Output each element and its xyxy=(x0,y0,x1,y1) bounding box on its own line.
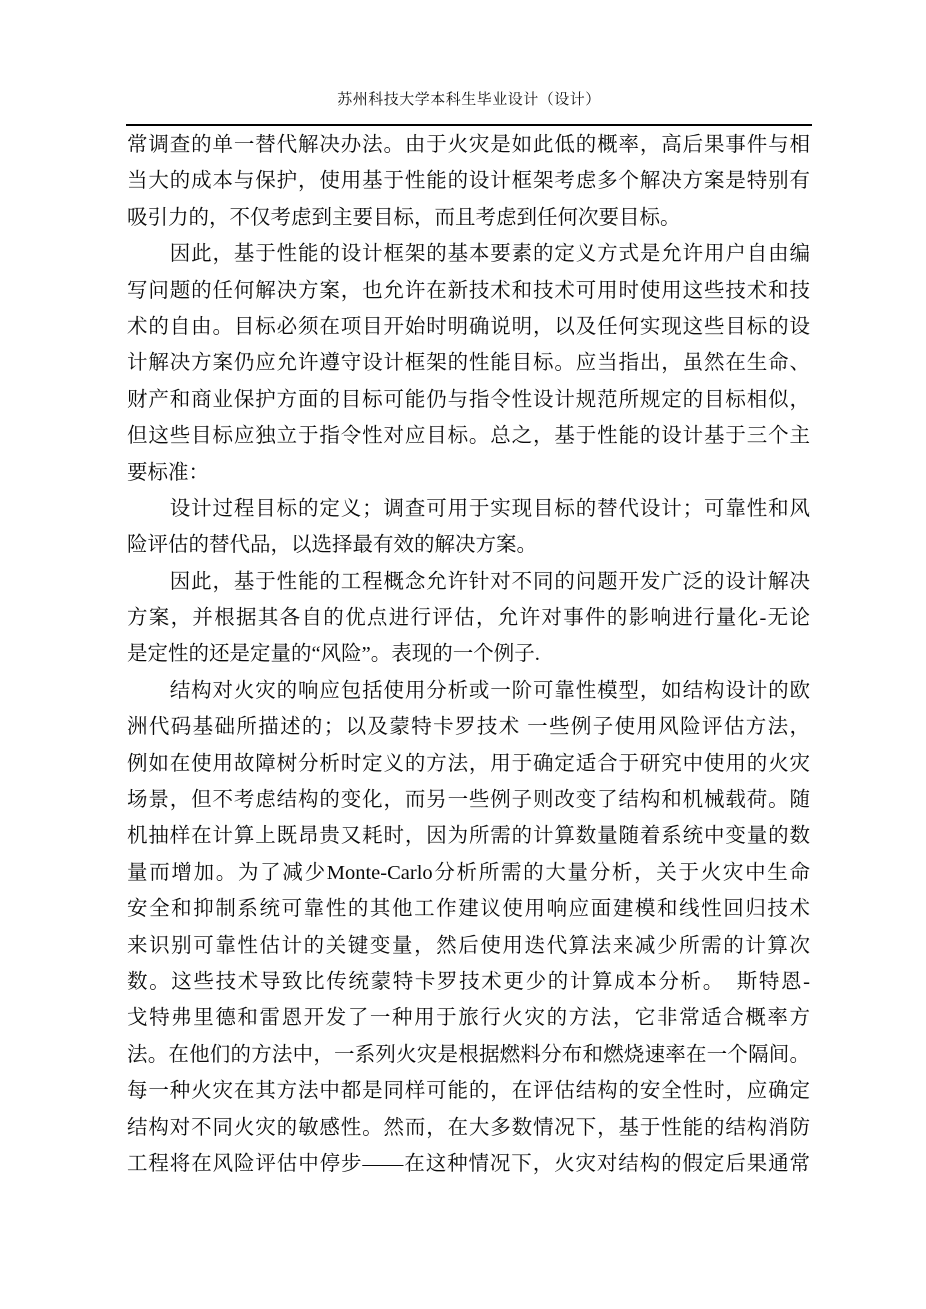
text-line: 是定性的还是定量的“风险”。表现的一个例子. xyxy=(127,643,540,666)
page-header-title: 苏州科技大学本科生毕业设计（设计） xyxy=(337,92,601,108)
text-line: 因此，基于性能的设计框架的基本要素的定义方式是允许用户自由编 xyxy=(127,243,810,266)
document-body xyxy=(127,127,810,1182)
text-line: 常调查的单一替代解决办法。由于火灾是如此低的概率，高后果事件与相 xyxy=(127,134,810,156)
text-line: 要标准： xyxy=(127,461,209,484)
text-line: 洲代码基础所描述的；以及蒙特卡罗技术 一些例子使用风险评估方法， xyxy=(127,716,810,739)
text-line: 因此，基于性能的工程概念允许针对不同的问题开发广泛的设计解决 xyxy=(127,570,810,593)
text-line: 法。在他们的方法中，一系列火灾是根据燃料分布和燃烧速率在一个隔间。 xyxy=(127,1043,810,1066)
text-line: 当大的成本与保护，使用基于性能的设计框架考虑多个解决方案是特别有 xyxy=(127,170,810,193)
text-line: 结构对火灾的响应包括使用分析或一阶可靠性模型，如结构设计的欧 xyxy=(127,679,810,702)
text-line: 险评估的替代品，以选择最有效的解决方案。 xyxy=(127,534,537,557)
text-line: 但这些目标应独立于指令性对应目标。总之，基于性能的设计基于三个主 xyxy=(127,425,810,448)
text-line: 安全和抑制系统可靠性的其他工作建议使用响应面建模和线性回归技术 xyxy=(127,898,810,921)
text-line: 每一种火灾在其方法中都是同样可能的，在评估结构的安全性时，应确定 xyxy=(127,1080,810,1103)
text-line: 财产和商业保护方面的目标可能仍与指令性设计规范所规定的目标相似， xyxy=(127,388,810,411)
text-line: 方案，并根据其各自的优点进行评估，允许对事件的影响进行量化-无论 xyxy=(127,607,810,630)
text-line: 机抽样在计算上既昂贵又耗时，因为所需的计算数量随着系统中变量的数 xyxy=(127,825,810,848)
text-line: 戈特弗里德和雷恩开发了一种用于旅行火灾的方法，它非常适合概率方 xyxy=(127,1007,810,1030)
text-line: 吸引力的，不仅考虑到主要目标，而且考虑到任何次要目标。 xyxy=(127,206,681,229)
header-rule-divider xyxy=(126,124,812,126)
text-line: 场景，但不考虑结构的变化，而另一些例子则改变了结构和机械载荷。随 xyxy=(127,789,810,812)
text-line: 写问题的任何解决方案，也允许在新技术和技术可用时使用这些技术和技 xyxy=(127,279,810,302)
text-line: 设计过程目标的定义；调查可用于实现目标的替代设计；可靠性和风 xyxy=(127,497,810,520)
text-line: 来识别可靠性估计的关键变量，然后使用迭代算法来减少所需的计算次 xyxy=(127,934,810,957)
text-line: 量而增加。为了减少Monte-Carlo分析所需的大量分析，关于火灾中生命 xyxy=(127,861,810,884)
text-line: 计解决方案仍应允许遵守设计框架的性能目标。应当指出，虽然在生命、 xyxy=(127,352,810,375)
text-line: 数。这些技术导致比传统蒙特卡罗技术更少的计算成本分析。 斯特恩- xyxy=(127,970,810,993)
text-line: 术的自由。目标必须在项目开始时明确说明，以及任何实现这些目标的设 xyxy=(127,315,810,338)
text-line: 结构对不同火灾的敏感性。然而，在大多数情况下，基于性能的结构消防 xyxy=(127,1116,810,1139)
text-line: 工程将在风险评估中停步——在这种情况下，火灾对结构的假定后果通常 xyxy=(127,1152,810,1175)
text-line: 例如在使用故障树分析时定义的方法，用于确定适合于研究中使用的火灾 xyxy=(127,752,810,775)
